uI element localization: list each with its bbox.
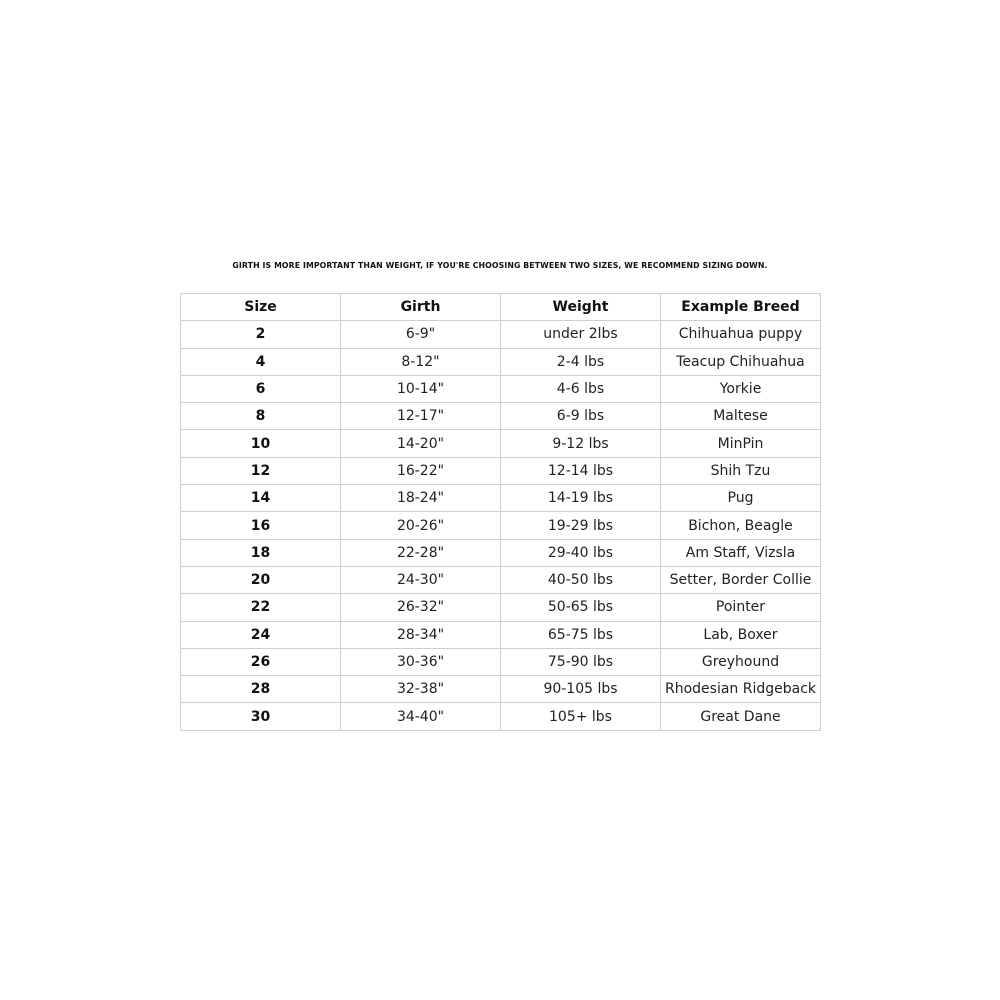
weight-cell: 2-4 lbs: [501, 348, 661, 375]
breed-cell: Pointer: [661, 594, 821, 621]
size-cell: 30: [181, 703, 341, 730]
size-cell: 20: [181, 566, 341, 593]
size-cell: 4: [181, 348, 341, 375]
breed-cell: Maltese: [661, 403, 821, 430]
header-girth: Girth: [341, 294, 501, 321]
table-row: [181, 512, 821, 539]
breed-cell: Teacup Chihuahua: [661, 348, 821, 375]
breed-cell: Am Staff, Vizsla: [661, 539, 821, 566]
size-cell: 24: [181, 621, 341, 648]
table-row: [181, 321, 821, 348]
weight-cell: 75-90 lbs: [501, 648, 661, 675]
girth-cell: 14-20": [341, 430, 501, 457]
weight-cell: 9-12 lbs: [501, 430, 661, 457]
table-row: [181, 566, 821, 593]
weight-cell: under 2lbs: [501, 321, 661, 348]
size-cell: 22: [181, 594, 341, 621]
girth-cell: 12-17": [341, 403, 501, 430]
girth-cell: 22-28": [341, 539, 501, 566]
header-example-breed: Example Breed: [661, 294, 821, 321]
girth-cell: 20-26": [341, 512, 501, 539]
weight-cell: 105+ lbs: [501, 703, 661, 730]
header-weight: Weight: [501, 294, 661, 321]
weight-cell: 90-105 lbs: [501, 676, 661, 703]
girth-cell: 24-30": [341, 566, 501, 593]
weight-cell: 40-50 lbs: [501, 566, 661, 593]
breed-cell: Bichon, Beagle: [661, 512, 821, 539]
weight-cell: 19-29 lbs: [501, 512, 661, 539]
table-row: [181, 348, 821, 375]
weight-cell: 14-19 lbs: [501, 485, 661, 512]
girth-cell: 26-32": [341, 594, 501, 621]
table-row: [181, 375, 821, 402]
weight-cell: 6-9 lbs: [501, 403, 661, 430]
table-body: [181, 321, 821, 730]
table-row: [181, 485, 821, 512]
breed-cell: Lab, Boxer: [661, 621, 821, 648]
table-row: [181, 676, 821, 703]
breed-cell: Setter, Border Collie: [661, 566, 821, 593]
table-row: [181, 621, 821, 648]
girth-cell: 6-9": [341, 321, 501, 348]
breed-cell: Pug: [661, 485, 821, 512]
table-row: [181, 594, 821, 621]
table-row: [181, 457, 821, 484]
table-row: [181, 703, 821, 730]
girth-cell: 32-38": [341, 676, 501, 703]
girth-cell: 28-34": [341, 621, 501, 648]
girth-cell: 18-24": [341, 485, 501, 512]
breed-cell: Great Dane: [661, 703, 821, 730]
breed-cell: MinPin: [661, 430, 821, 457]
girth-cell: 16-22": [341, 457, 501, 484]
weight-cell: 4-6 lbs: [501, 375, 661, 402]
table-row: [181, 403, 821, 430]
size-cell: 12: [181, 457, 341, 484]
size-cell: 6: [181, 375, 341, 402]
size-cell: 18: [181, 539, 341, 566]
table-row: [181, 430, 821, 457]
size-cell: 26: [181, 648, 341, 675]
weight-cell: 50-65 lbs: [501, 594, 661, 621]
breed-cell: Yorkie: [661, 375, 821, 402]
breed-cell: Greyhound: [661, 648, 821, 675]
breed-cell: Rhodesian Ridgeback: [661, 676, 821, 703]
girth-cell: 8-12": [341, 348, 501, 375]
girth-cell: 34-40": [341, 703, 501, 730]
size-cell: 14: [181, 485, 341, 512]
size-chart-table: [180, 293, 821, 731]
size-cell: 16: [181, 512, 341, 539]
weight-cell: 12-14 lbs: [501, 457, 661, 484]
sizing-note: GIRTH IS MORE IMPORTANT THAN WEIGHT, IF YOU'RE CHOOSING BETWEEN TWO SIZES, WE RECOMMEND SIZING DOWN.: [232, 261, 768, 270]
size-cell: 8: [181, 403, 341, 430]
girth-cell: 30-36": [341, 648, 501, 675]
girth-cell: 10-14": [341, 375, 501, 402]
size-cell: 28: [181, 676, 341, 703]
table-row: [181, 648, 821, 675]
size-cell: 10: [181, 430, 341, 457]
breed-cell: Shih Tzu: [661, 457, 821, 484]
header-size: Size: [181, 294, 341, 321]
size-cell: 2: [181, 321, 341, 348]
table-header-row: [181, 294, 821, 321]
table-row: [181, 539, 821, 566]
breed-cell: Chihuahua puppy: [661, 321, 821, 348]
weight-cell: 65-75 lbs: [501, 621, 661, 648]
weight-cell: 29-40 lbs: [501, 539, 661, 566]
